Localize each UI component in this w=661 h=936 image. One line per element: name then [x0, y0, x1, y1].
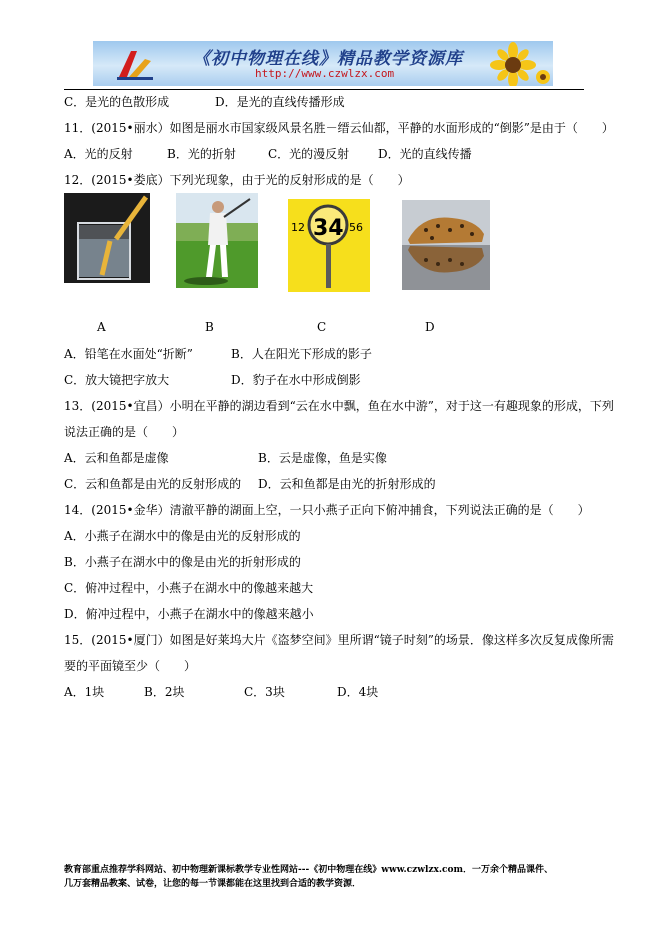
q11-option-c: C．光的漫反射 [268, 147, 350, 161]
golfer-shadow-image [176, 193, 258, 288]
pencil-in-water-image [64, 193, 150, 283]
q14-stem: 14．(2015•金华）清澈平静的湖面上空，一只小燕子正向下俯冲捕食，下列说法正确的是（ ） [64, 503, 590, 517]
footer-line2: 几万套精品教案、试卷，让您的每一节课都能在这里找到合适的教学资源． [64, 879, 362, 889]
q13-stem-line2: 说法正确的是（ ） [64, 425, 185, 439]
q14-option-a: A．小燕子在湖水中的像是由光的反射形成的 [64, 529, 301, 543]
q13-option-c: C．云和鱼都是由光的反射形成的 [64, 477, 242, 491]
q13-option-a: A．云和鱼都是虚像 [64, 451, 169, 465]
q15-option-b: B．2块 [144, 685, 185, 699]
q12-stem: 12．(2015•娄底）下列光现象，由于光的反射形成的是（ ） [64, 173, 410, 187]
banner-url: http://www.czwlzx.com [255, 67, 395, 80]
q14-option-d: D．俯冲过程中，小燕子在湖水中的像越来越小 [64, 607, 314, 621]
header-banner [93, 41, 553, 86]
sunflower-icon [485, 41, 553, 86]
header-rule [64, 89, 584, 90]
q10-option-c: C．是光的色散形成 [64, 95, 170, 109]
site-logo-icon [115, 47, 155, 81]
q11-option-a: A．光的反射 [64, 147, 133, 161]
q15-stem-line1: 15．(2015•厦门）如图是好莱坞大片《盗梦空间》里所谓“镜子时刻”的场景．像这样多次反复成像所需 [64, 633, 614, 647]
q13-option-d: D．云和鱼都是由光的折射形成的 [258, 477, 436, 491]
q12-option-b: B．人在阳光下形成的影子 [231, 347, 372, 361]
q12-option-a: A．铅笔在水面处“折断” [64, 347, 193, 361]
leopard-reflection-image [402, 200, 490, 290]
q12-image-label-d: D [425, 320, 435, 334]
q13-stem-line1: 13．(2015•宜昌）小明在平静的湖边看到“云在水中飘，鱼在水中游”，对于这一有趣现象的形成，下列 [64, 399, 614, 413]
q12-image-label-c: C [317, 320, 327, 334]
q14-option-b: B．小燕子在湖水中的像是由光的折射形成的 [64, 555, 301, 569]
q11-option-b: B．光的折射 [167, 147, 236, 161]
q12-option-d: D．豹子在水中形成倒影 [231, 373, 361, 387]
q14-option-c: C．俯冲过程中，小燕子在湖水中的像越来越大 [64, 581, 314, 595]
q12-option-c: C．放大镜把字放大 [64, 373, 170, 387]
magnifier-text-right: 56 [349, 221, 363, 234]
q15-stem-line2: 要的平面镜至少（ ） [64, 659, 197, 673]
q12-image-label-b: B [205, 320, 214, 334]
q15-option-c: C．3块 [244, 685, 285, 699]
q11-stem: 11．(2015•丽水）如图是丽水市国家级风景名胜－缙云仙都，平静的水面形成的“倒影”是由于（ ） [64, 121, 614, 135]
q15-option-a: A．1块 [64, 685, 105, 699]
magnifier-image [288, 199, 370, 292]
q13-option-b: B．云是虚像，鱼是实像 [258, 451, 387, 465]
q11-option-d: D．光的直线传播 [378, 147, 472, 161]
q10-option-d: D．是光的直线传播形成 [215, 95, 345, 109]
q15-option-d: D．4块 [337, 685, 379, 699]
q12-image-label-a: A [97, 320, 106, 334]
magnifier-text-mid: 34 [313, 216, 344, 241]
footer-line1: 教育部重点推荐学科网站、初中物理新课标教学专业性网站---《初中物理在线》www.czwlzx.com．一万余个精品课件、 [64, 865, 554, 875]
banner-title: 《初中物理在线》精品教学资源库 [193, 49, 463, 69]
magnifier-text-left: 12 [291, 221, 305, 234]
